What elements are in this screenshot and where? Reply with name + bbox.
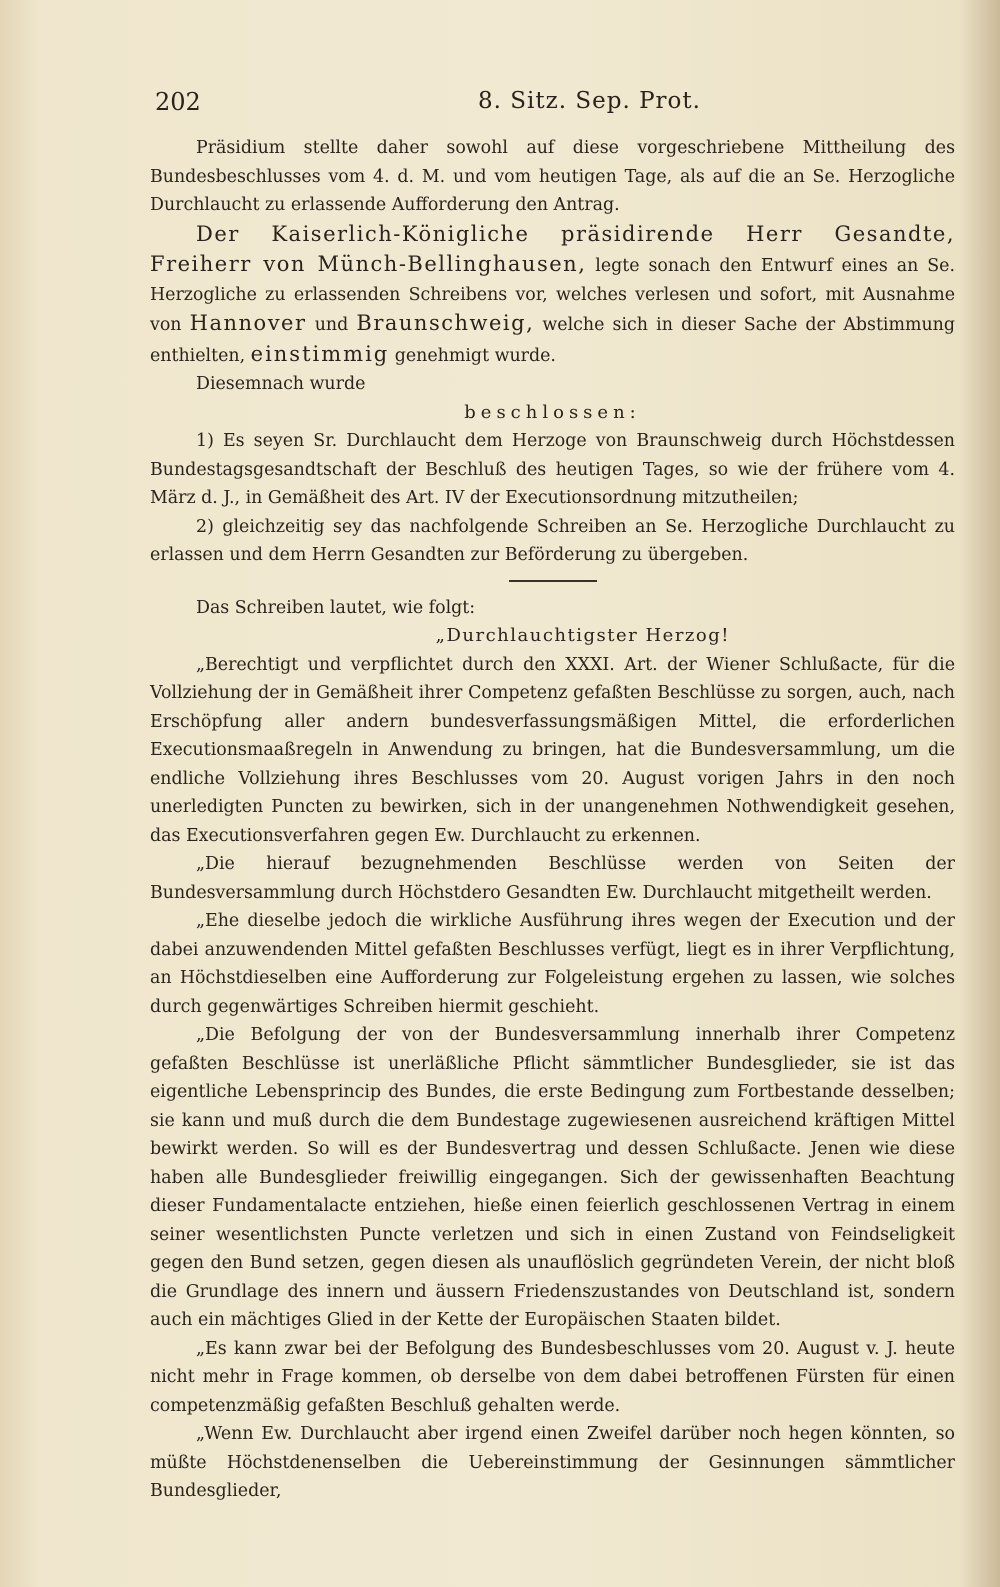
letter-paragraph-1: „Berechtigt und verpflichtet durch den XXXI. Art. der Wiener Schlußacte, für die Vollziehung der in Gemäßheit ihrer Competenz gefaßten Beschlüsse zu sorgen, auch, nach Erschöpfung aller andern bundesverfassungsmäßigen Mittel, die erforderlichen Executionsmaaßregeln in Anwendung zu bringen, hat die Bundesversammlung, um die endliche Vollziehung ihres Beschlusses vom 20. August vorigen Jahrs in den noch unerledigten Puncten zu bewirken, sich in der unangenehmen Nothwendigkeit gesehen, das Executionsverfahren gegen Ew. Durchlaucht zu erkennen. <box>150 654 955 846</box>
running-head: 8. Sitz. Sep. Prot. <box>478 88 701 114</box>
letter-paragraph-2: „Die hierauf bezugnehmenden Beschlüsse werden von Seiten der Bundesversammlung durch Höchstdero Gesandten Ew. Durchlaucht mitgetheilt werden. <box>150 854 955 903</box>
paragraph-proposal <box>150 220 955 371</box>
resolution-item-2: 2) gleichzeitig sey das nachfolgende Schreiben an Se. Herzogliche Durchlaucht zu erlassen und dem Herrn Gesandten zur Beförderung zu übergeben. <box>150 516 955 565</box>
proposal-text-a: legte sonach den Entwurf eines an Se. Herzogliche zu erlassenden Schreibens vor, welches verlesen und sofort, mit Ausnahme von <box>150 256 955 335</box>
letter-paragraph-6: „Wenn Ew. Durchlaucht aber irgend einen Zweifel darüber noch hegen könnten, so müßte Höchstdenenselben die Uebereinstimmung der Gesinnungen sämmtlicher Bundesglieder, <box>150 1424 955 1501</box>
einstimmig-word: einstimmig <box>250 341 390 366</box>
letter-paragraph-5: „Es kann zwar bei der Befolgung des Bundesbeschlusses vom 20. August v. J. heute nicht mehr in Frage kommen, ob derselbe von dem dabei betroffenen Fürsten für einen competenzmäßig gefaßten Beschluß gehalten werde. <box>150 1338 955 1416</box>
beschlossen-heading: beschlossen: <box>464 401 641 423</box>
page-number: 202 <box>155 88 201 116</box>
letter-intro: Das Schreiben lautet, wie folgt: <box>196 597 476 618</box>
page-header <box>150 88 955 128</box>
speaker-name: Der Kaiserlich-Königliche präsidirende Herr Gesandte, Freiherr von Münch-Bellinghausen, <box>150 221 955 276</box>
letter-paragraph-3: „Ehe dieselbe jedoch die wirkliche Ausführung ihres wegen der Execution und der dabei anzuwendenden Mittel gefaßten Beschlusses verfügt, liegt es in ihrer Verpflichtung, an Höchstdieselben eine Aufforderung zur Folgeleistung ergehen zu lassen, wie solches durch gegenwärtiges Schreiben hiermit geschieht. <box>150 911 955 1017</box>
letter-salutation: „Durchlauchtigster Herzog! <box>435 625 730 646</box>
paragraph-presidium: Präsidium stellte daher sowohl auf diese vorgeschriebene Mittheilung des Bundesbeschlusses vom 4. d. M. und vom heutigen Tage, als auf die an Se. Herzogliche Durchlaucht zu erlassende Aufforderung den Antrag. <box>150 138 955 215</box>
section-divider <box>509 580 597 582</box>
state-hannover: Hannover <box>189 311 307 335</box>
proposal-text-d: genehmigt wurde. <box>389 345 556 366</box>
proposal-text-b: und <box>306 315 357 335</box>
letter-paragraph-4: „Die Befolgung der von der Bundesversammlung innerhalb ihrer Competenz gefaßten Beschlüsse ist unerläßliche Pflicht sämmtlicher Bundesglieder, sie ist das eigentliche Lebensprincip des Bundes, die erste Bedingung zum Fortbestande desselben; sie kann und muß durch die dem Bundestage zugewiesenen ausreichend kräftigen Mittel bewirkt werden. So will es der Bundesvertrag und dessen Schlußacte. Jenen wie diese haben alle Bundesglieder freiwillig eingegangen. Sich der gewissenhaften Beachtung dieser Fundamentalacte entziehen, hieße einen feierlich geschlossenen Vertrag in einem seiner wesentlichsten Puncte verletzen und sich in einen Zustand von Feindseligkeit gegen den Bund setzen, gegen diesen als unauflöslich gegründeten Verein, der nicht bloß die Grundlage des innern und äussern Friedenszustandes von Deutschland ist, sondern auch ein mächtiges Glied in der Kette der Europäischen Staaten bildet. <box>150 1025 955 1330</box>
body-text <box>150 134 955 1506</box>
state-braunschweig: Braunschweig, <box>356 311 535 335</box>
resolution-item-1: 1) Es seyen Sr. Durchlaucht dem Herzoge von Braunschweig durch Höchstdessen Bundestagsgesandtschaft der Beschluß des heutigen Tages, so wie der frühere vom 4. März d. J., in Gemäßheit des Art. IV der Executionsordnung mitzutheilen; <box>150 431 955 508</box>
proposal-text-c: welche sich in dieser Sache der Abstimmung enthielten, <box>150 315 956 366</box>
paragraph-diesemnach: Diesemnach wurde <box>196 374 366 394</box>
